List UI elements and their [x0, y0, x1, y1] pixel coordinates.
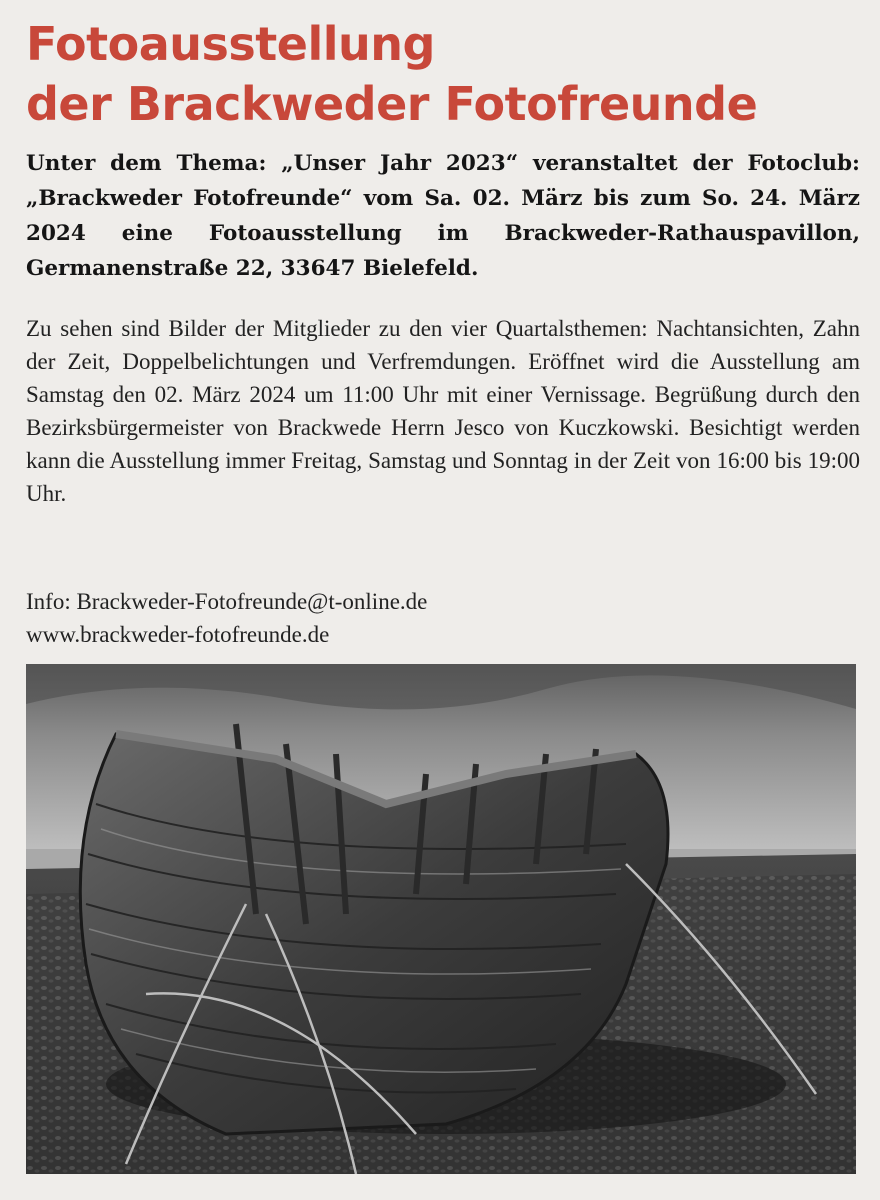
lead-paragraph: Unter dem Thema: „Unser Jahr 2023“ veranstaltet der Fotoclub: „Brackweder Fotofreunde“ vom Sa. 02. März bis zum So. 24. März 2024 eine Fotoausstellung im Brackweder-Rathauspavillon, Germanenstraße 22, 33647 Bielefeld. [26, 151, 860, 281]
headline-line-2: der Brackweder Fotofreunde [26, 77, 758, 131]
headline-line-1: Fotoausstellung [26, 17, 435, 71]
website-url: www.brackweder-fotofreunde.de [26, 622, 330, 647]
shipwreck-photo [26, 664, 856, 1174]
headline [26, 14, 866, 134]
info-email: Info: Brackweder-Fotofreunde@t-online.de [26, 589, 428, 614]
body-paragraph: Zu sehen sind Bilder der Mitglieder zu den vier Quartalsthemen: Nachtansichten, Zahn der Zeit, Doppelbelichtungen und Verfremdungen. Eröffnet wird die Ausstellung am Samstag den 02. März 2024 um 11:00 Uhr mit einer Vernissage. Begrüßung durch den Bezirksbürgermeister von Brackwede Herrn Jesco von Kuczkowski. Besichtigt werden kann die Ausstellung immer Freitag, Samstag und Sonntag in der Zeit von 16:00 bis 19:00 Uhr. [26, 316, 860, 506]
